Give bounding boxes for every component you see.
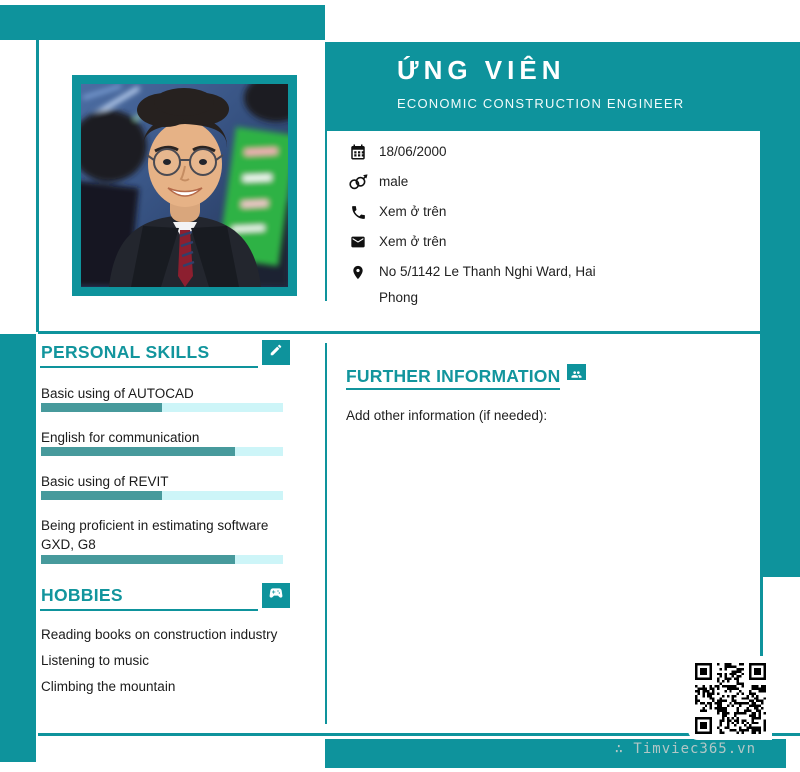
skill-bar-fill: [41, 555, 235, 564]
gender-value: male: [379, 174, 409, 189]
further-information-note: Add other information (if needed):: [346, 408, 548, 423]
contact-row-phone: [348, 202, 648, 222]
pencil-icon: [269, 343, 283, 362]
group-icon[interactable]: [567, 364, 586, 380]
watermark-text: ∴ Timviec365.vn: [614, 741, 756, 757]
contact-row-birthday: [348, 142, 648, 162]
skill-bar: [41, 491, 283, 500]
hobby-item: Listening to music: [41, 653, 150, 668]
footer-bar: [325, 739, 786, 768]
gender-icon: [348, 172, 368, 192]
right-accent-strip: [760, 131, 800, 577]
skill-label: English for communication: [41, 430, 200, 445]
contact-row-address: [348, 262, 648, 314]
further-information-title: FURTHER INFORMATION: [346, 366, 560, 390]
contact-row-email: [348, 232, 648, 252]
contact-info: [348, 142, 648, 324]
personal-skills-underline: [40, 366, 258, 368]
profile-photo-frame: [72, 75, 297, 296]
personal-skills-heading: PERSONAL SKILLS: [41, 342, 210, 362]
photo-card-left-border: [36, 40, 39, 332]
further-information-heading: [346, 364, 586, 390]
top-accent-bar: [0, 5, 325, 40]
skill-bar-fill: [41, 447, 235, 456]
email-value: Xem ở trên: [379, 234, 447, 249]
middle-divider-line: [38, 331, 800, 334]
phone-icon: [348, 202, 368, 222]
left-accent-strip: [0, 334, 36, 762]
column-divider-line: [325, 343, 327, 724]
hobby-item: Reading books on construction industry: [41, 627, 278, 642]
hobby-item: Climbing the mountain: [41, 679, 176, 694]
birthday-value: 18/06/2000: [379, 144, 447, 159]
hobbies-heading: HOBBIES: [41, 585, 123, 605]
skill-bar: [41, 403, 283, 412]
email-icon: [348, 232, 368, 252]
job-title: ECONOMIC CONSTRUCTION ENGINEER: [397, 96, 685, 111]
skill-bar-fill: [41, 403, 162, 412]
skill-label: Being proficient in estimating software GXD, G8: [41, 518, 269, 552]
phone-value: Xem ở trên: [379, 204, 447, 219]
candidate-name: ỨNG VIÊN: [397, 55, 566, 85]
address-value: No 5/1142 Le Thanh Nghi Ward, Hai Phong: [379, 264, 596, 305]
right-thin-line: [760, 577, 763, 661]
contact-card-left-border: [325, 131, 327, 301]
gamepad-icon: [268, 585, 284, 606]
skill-bar: [41, 447, 283, 456]
skill-bar-fill: [41, 491, 162, 500]
hobbies-list: [41, 622, 284, 700]
skill-label: Basic using of REVIT: [41, 474, 169, 489]
hobbies-underline: [40, 609, 258, 611]
header-banner: [325, 42, 800, 131]
edit-hobbies-button[interactable]: [262, 583, 290, 608]
skill-label: Basic using of AUTOCAD: [41, 386, 194, 401]
footer-divider-line: [38, 733, 800, 736]
edit-skills-button[interactable]: [262, 340, 290, 365]
location-icon: [348, 262, 368, 282]
contact-row-gender: [348, 172, 648, 192]
qr-code: [688, 656, 772, 740]
calendar-icon: [348, 142, 368, 162]
skill-bar: [41, 555, 283, 564]
profile-photo: [81, 84, 288, 287]
